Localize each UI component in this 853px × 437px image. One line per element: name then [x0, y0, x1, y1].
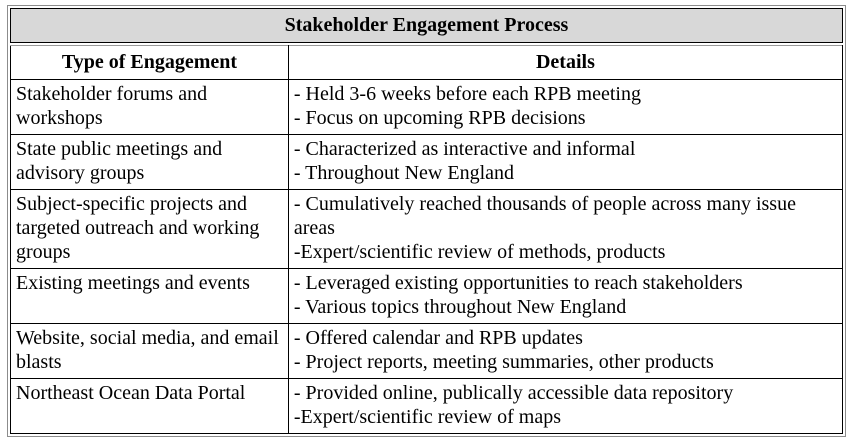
table-row [11, 80, 843, 135]
header-row [11, 46, 843, 80]
detail-line: - Held 3-6 weeks before each RPB meeting [293, 83, 641, 105]
details-cell [288, 190, 842, 269]
table-header [11, 46, 843, 80]
type-cell: Stakeholder forums and workshops [11, 80, 289, 135]
detail-line: - Throughout New England [293, 162, 515, 184]
table-title: Stakeholder Engagement Process [10, 8, 843, 43]
table-row [11, 190, 843, 269]
col-header-type: Type of Engagement [11, 46, 289, 80]
col-header-details: Details [288, 46, 842, 80]
details-cell [288, 80, 842, 135]
detail-line: - Leveraged existing opportunities to reach stakeholders [293, 272, 743, 294]
table-row [11, 135, 843, 190]
type-cell: Northeast Ocean Data Portal [11, 379, 289, 434]
type-cell: Website, social media, and email blasts [11, 324, 289, 379]
detail-line: - Focus on upcoming RPB decisions [293, 107, 586, 129]
details-cell [288, 135, 842, 190]
table-row [11, 379, 843, 434]
detail-line: - Offered calendar and RPB updates [293, 327, 583, 349]
table-row [11, 324, 843, 379]
detail-line: - Provided online, publically accessible data repository [293, 382, 734, 404]
engagement-table-frame [7, 5, 846, 437]
type-cell: State public meetings and advisory groups [11, 135, 289, 190]
details-cell [288, 324, 842, 379]
detail-line: - Characterized as interactive and informal [293, 138, 636, 160]
detail-line: - Various topics throughout New England [293, 296, 627, 318]
detail-line: -Expert/scientific review of methods, products [293, 241, 666, 263]
details-cell [288, 269, 842, 324]
table-body [11, 80, 843, 434]
table-row [11, 269, 843, 324]
type-cell: Existing meetings and events [11, 269, 289, 324]
engagement-table [10, 45, 843, 434]
detail-line: -Expert/scientific review of maps [293, 406, 561, 428]
details-cell [288, 379, 842, 434]
detail-line: - Project reports, meeting summaries, other products [293, 351, 714, 373]
type-cell: Subject-specific projects and targeted outreach and working groups [11, 190, 289, 269]
detail-line: - Cumulatively reached thousands of people across many issue areas [293, 193, 796, 239]
